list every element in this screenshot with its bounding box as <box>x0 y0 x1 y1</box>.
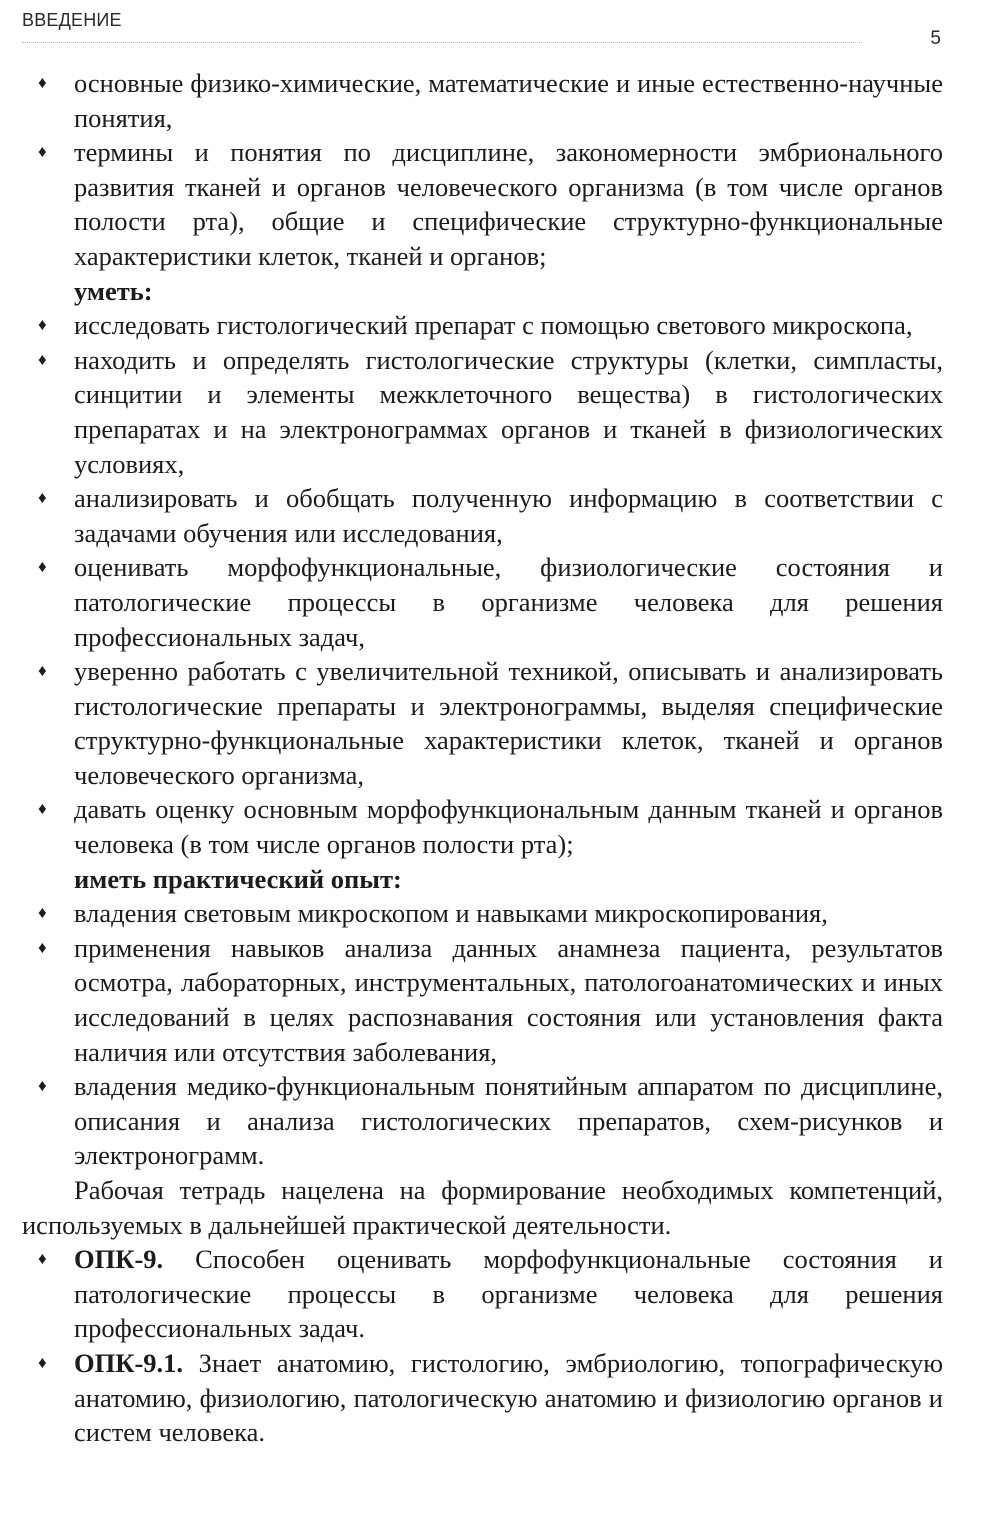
summary-paragraph: Рабочая тетрадь нацелена на формирование необходимых компетенций, используемых в дальнейшей практической деятельности. <box>22 1175 943 1240</box>
bullet-icon: ♦ <box>38 1352 47 1372</box>
list-item <box>22 896 943 931</box>
bullet-icon: ♦ <box>38 488 47 508</box>
competency-item <box>22 1242 943 1346</box>
list-item-text: основные физико-химические, математические и иные естественно-научные понятия, <box>74 68 943 133</box>
list-item-text: термины и понятия по дисциплине, закономерности эмбрионального развития тканей и органов человеческого организма (в том числе органов полости рта), общие и специфические структурно-функциональные характеристики клеток, тканей и органов; <box>74 137 943 271</box>
competency-text: Способен оценивать морфофункциональные состояния и патологические процессы в организме человека для решения профессиональных задач. <box>74 1244 943 1344</box>
list-item-text: владения медико-функциональным понятийным аппаратом по дисциплине, описания и анализа гистологических препаратов, схем-рисунков и электронограмм. <box>74 1071 943 1171</box>
list-item-text: оценивать морфофункциональные, физиологические состояния и патологические процессы в организме человека для решения профессиональных задач, <box>74 552 943 652</box>
bullet-icon: ♦ <box>38 557 47 577</box>
running-head: ВВЕДЕНИЕ <box>22 10 122 30</box>
list-item <box>22 343 943 481</box>
page-number: 5 <box>930 28 941 49</box>
list-item-text: владения световым микроскопом и навыками микроскопирования, <box>74 898 828 929</box>
bullet-icon: ♦ <box>38 349 47 369</box>
bullet-icon: ♦ <box>38 661 47 681</box>
header-rule <box>22 42 862 43</box>
section-heading-ability: уметь: <box>74 275 153 306</box>
list-item <box>22 481 943 550</box>
competency-text: Знает анатомию, гистологию, эмбриологию, топографическую анатомию, физиологию, патологическую анатомию и физиологию органов и систем человека. <box>74 1347 943 1448</box>
bullet-icon: ♦ <box>38 903 47 923</box>
section-heading-experience: иметь практический опыт: <box>74 863 402 894</box>
list-item <box>22 931 943 1069</box>
list-item-text: находить и определять гистологические структуры (клетки, симпласты, синцитии и элементы межклеточного вещества) в гистологических препаратах и на электронограммах органов и тканей в физиологических условиях, <box>74 344 943 479</box>
list-item <box>22 66 943 135</box>
competency-item <box>22 1346 943 1450</box>
bullet-icon: ♦ <box>38 315 47 335</box>
list-item <box>22 792 943 861</box>
list-item-text: анализировать и обобщать полученную информацию в соответствии с задачами обучения или исследования, <box>74 483 943 548</box>
list-item-text: уверенно работать с увеличительной техникой, описывать и анализировать гистологические препараты и электронограммы, выделяя специфические структурно-функциональные характеристики клеток, тканей и органов человеческого организма, <box>74 656 943 790</box>
competency-code: ОПК-9. <box>74 1244 164 1275</box>
list-item-text: исследовать гистологический препарат с помощью светового микроскопа, <box>74 310 913 341</box>
list-item <box>22 550 943 654</box>
bullet-icon: ♦ <box>38 937 47 957</box>
bullet-icon: ♦ <box>38 73 47 92</box>
competency-code: ОПК-9.1. <box>74 1347 184 1378</box>
bullet-icon: ♦ <box>38 799 47 819</box>
list-item <box>22 1069 943 1173</box>
bullet-icon: ♦ <box>38 142 47 162</box>
list-item <box>22 135 943 273</box>
list-item-text: давать оценку основным морфофункциональным данным тканей и органов человека (в том числе органов полости рта); <box>74 794 943 860</box>
bullet-icon: ♦ <box>38 1249 47 1269</box>
list-item-text: применения навыков анализа данных анамнеза пациента, результатов осмотра, лабораторных, инструментальных, патологоанатомических и иных исследований в целях распознавания состояния или установления факта наличия или отсутствия заболевания, <box>74 932 943 1067</box>
list-item <box>22 654 943 792</box>
list-item <box>22 308 943 343</box>
bullet-icon: ♦ <box>38 1076 47 1096</box>
page-body <box>22 66 943 1450</box>
